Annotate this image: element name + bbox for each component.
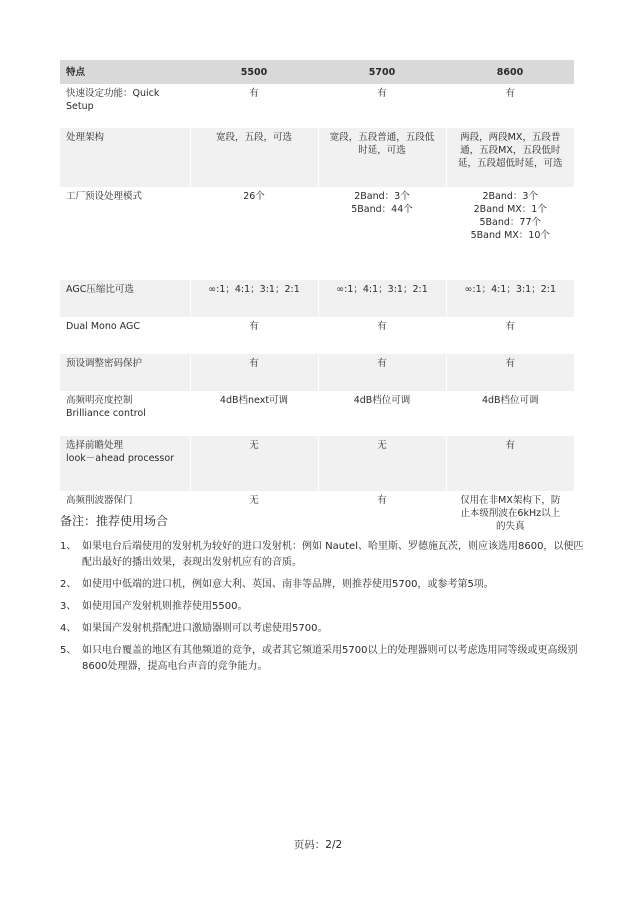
row-value-cell — [446, 436, 574, 491]
cell-text: 有 — [505, 88, 515, 99]
row-value-cell — [190, 280, 318, 317]
note-text: 如果国产发射机搭配进口激励器则可以考虑使用5700。 — [82, 623, 328, 634]
row-value-cell — [190, 391, 318, 436]
cell-text: 宽段，五段，可选 — [215, 132, 292, 143]
cell-text: 有 — [377, 88, 387, 99]
cell-text: look－ahead processor — [66, 453, 175, 464]
note-item — [60, 599, 590, 615]
cell-text: 5Band MX：10个 — [470, 230, 550, 241]
table-row — [60, 354, 574, 391]
table-row — [60, 436, 574, 491]
note-item — [60, 621, 590, 637]
note-text: 如使用中低端的进口机，例如意大利、英国、南非等品牌，则推荐使用5700，或参考第5项。 — [82, 579, 494, 590]
table-row — [60, 187, 574, 280]
note-number: 5、 — [60, 645, 77, 656]
cell-text: 仅用在非MX架构下，防 — [460, 495, 561, 506]
row-value-cell — [318, 354, 446, 391]
note-number: 2、 — [60, 579, 77, 590]
cell-text: ∞:1；4:1；3:1；2:1 — [464, 284, 557, 295]
cell-text: 有 — [505, 321, 515, 332]
cell-text: Brilliance control — [66, 408, 146, 419]
row-value-cell — [318, 128, 446, 187]
note-number: 1、 — [60, 541, 77, 552]
note-item — [60, 539, 590, 571]
cell-text: 4dB档next可调 — [219, 395, 289, 406]
row-value-cell — [190, 187, 318, 280]
note-text: 如只电台覆盖的地区有其他频道的竞争，或者其它频道采用5700以上的处理器则可以考虑选用同等级或更高级别8600处理器，提高电台声音的竞争能力。 — [82, 645, 578, 672]
cell-text: ∞:1；4:1；3:1；2:1 — [336, 284, 428, 295]
row-feature-cell — [60, 391, 190, 436]
cell-text: 止本级削波在6kHz以上 — [460, 508, 561, 519]
cell-text: 5Band：44个 — [351, 204, 413, 215]
cell-text: 无 — [377, 440, 387, 451]
cell-text: 有 — [505, 358, 515, 369]
row-value-cell — [190, 317, 318, 354]
row-value-cell — [318, 436, 446, 491]
cell-text: 预设调整密码保护 — [66, 358, 143, 369]
row-feature-cell — [60, 128, 190, 187]
row-value-cell — [318, 317, 446, 354]
cell-text: Setup — [66, 101, 94, 112]
cell-text: 5Band：77个 — [479, 217, 542, 228]
cell-text: 选择前瞻处理 — [66, 440, 124, 451]
row-feature-cell — [60, 84, 190, 128]
row-value-cell — [446, 391, 574, 436]
row-feature-cell — [60, 187, 190, 280]
cell-text: 4dB档位可调 — [481, 395, 539, 406]
cell-text: 时延，可选 — [358, 145, 406, 156]
row-value-cell — [318, 391, 446, 436]
cell-text: 延，五段超低时延，可选 — [457, 158, 563, 169]
row-feature-cell — [60, 436, 190, 491]
cell-text: 有 — [249, 88, 259, 99]
note-item — [60, 643, 590, 675]
spec-comparison-table — [60, 60, 574, 556]
cell-text: 的失真 — [495, 521, 525, 532]
cell-text: 无 — [249, 440, 259, 451]
note-item — [60, 577, 590, 593]
note-text: 如使用国产发射机则推荐使用5500。 — [82, 601, 248, 612]
row-value-cell — [190, 128, 318, 187]
cell-text: Dual Mono AGC — [66, 321, 141, 332]
cell-text: 有 — [377, 321, 387, 332]
column-header: 8600 — [446, 60, 574, 84]
row-feature-cell — [60, 317, 190, 354]
cell-text: 有 — [377, 495, 387, 506]
cell-text: ∞:1；4:1；3:1；2:1 — [208, 284, 300, 295]
cell-text: 高频削波器保门 — [66, 495, 133, 506]
cell-text: 4dB档位可调 — [353, 395, 411, 406]
row-feature-cell — [60, 280, 190, 317]
cell-text: 工厂预设处理模式 — [66, 191, 143, 202]
cell-text: 26个 — [243, 191, 265, 202]
cell-text: 2Band：3个 — [354, 191, 410, 202]
cell-text: 有 — [249, 321, 259, 332]
row-value-cell — [318, 84, 446, 128]
row-value-cell — [446, 317, 574, 354]
row-value-cell — [190, 354, 318, 391]
row-value-cell — [446, 187, 574, 280]
row-value-cell — [446, 354, 574, 391]
row-value-cell — [446, 84, 574, 128]
notes-list — [60, 539, 590, 675]
cell-text: 有 — [249, 358, 259, 369]
cell-text: 有 — [505, 440, 515, 451]
column-header: 特点 — [60, 60, 190, 84]
table-row — [60, 317, 574, 354]
cell-text: 快速设定功能：Quick — [66, 88, 160, 99]
column-header: 5500 — [190, 60, 318, 84]
notes-title: 备注：推荐使用场合 — [60, 514, 169, 528]
row-value-cell — [318, 187, 446, 280]
cell-text: 宽段，五段普通，五段低 — [329, 132, 435, 143]
row-value-cell — [190, 436, 318, 491]
cell-text: AGC压缩比可选 — [66, 284, 134, 295]
table-row — [60, 391, 574, 436]
row-feature-cell — [60, 354, 190, 391]
table-row — [60, 84, 574, 128]
cell-text: 两段，两段MX，五段普 — [460, 132, 561, 143]
row-value-cell — [190, 84, 318, 128]
note-number: 3、 — [60, 601, 77, 612]
cell-text: 有 — [377, 358, 387, 369]
table-header-row — [60, 60, 574, 84]
table-row — [60, 128, 574, 187]
row-value-cell — [446, 280, 574, 317]
row-value-cell — [318, 280, 446, 317]
cell-text: 无 — [249, 495, 259, 506]
table-row — [60, 280, 574, 317]
cell-text: 通，五段MX，五段低时 — [460, 145, 561, 156]
page-number: 页码：2/2 — [293, 839, 343, 851]
table-body — [60, 84, 574, 556]
cell-text: 处理架构 — [66, 132, 105, 143]
cell-text: 2Band MX：1个 — [473, 204, 547, 215]
note-text: 如果电台后端使用的发射机为较好的进口发射机：例如 Nautel、哈里斯、罗德施瓦茨，则应该选用8600，以便匹配出最好的播出效果，表现出发射机应有的音质。 — [82, 541, 584, 568]
note-number: 4、 — [60, 623, 77, 634]
row-value-cell — [446, 128, 574, 187]
cell-text: 2Band：3个 — [482, 191, 538, 202]
cell-text: 高频明亮度控制 — [66, 395, 133, 406]
notes-section — [60, 512, 590, 681]
column-header: 5700 — [318, 60, 446, 84]
